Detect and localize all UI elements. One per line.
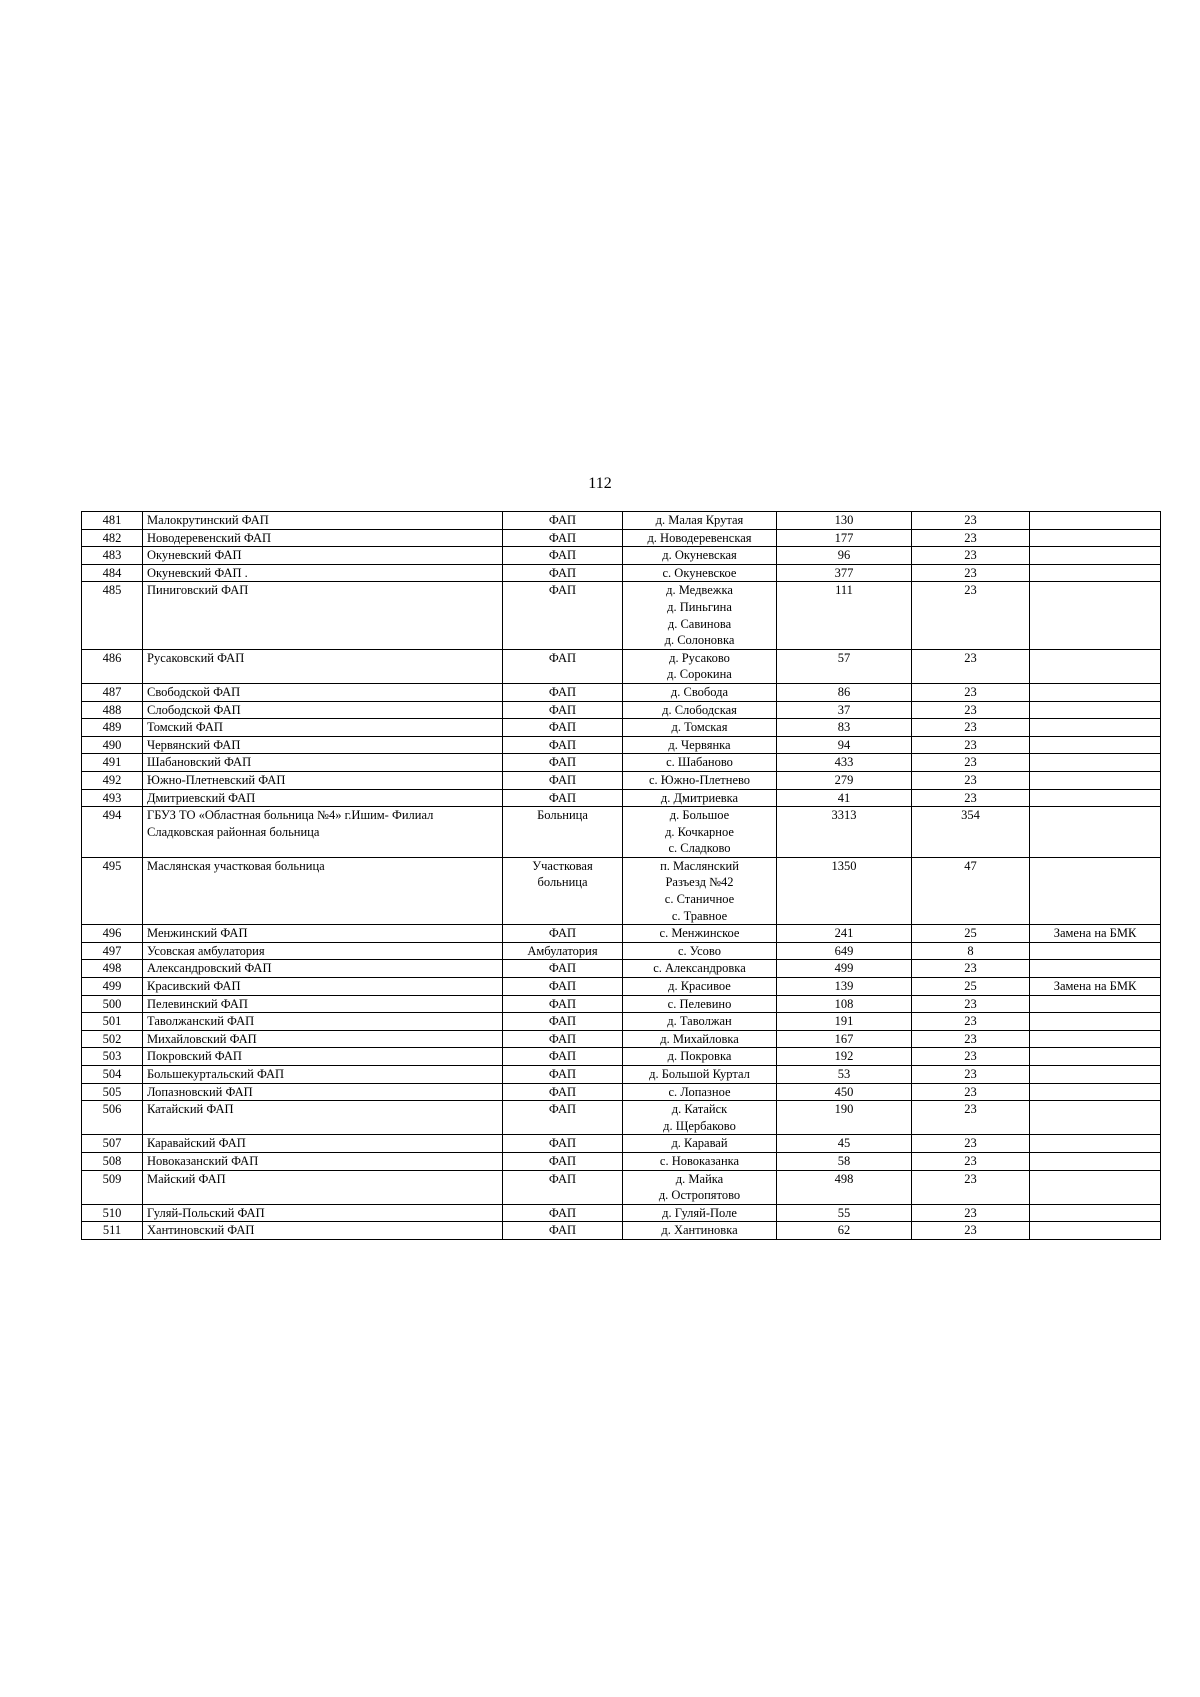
row-number: 501 bbox=[82, 1013, 143, 1031]
note-cell bbox=[1030, 1152, 1161, 1170]
note-cell bbox=[1030, 1170, 1161, 1204]
table-row bbox=[82, 978, 1161, 996]
note-cell bbox=[1030, 649, 1161, 683]
settlement-list: д. Новодеревенская bbox=[623, 529, 777, 547]
note-cell bbox=[1030, 582, 1161, 649]
row-number: 481 bbox=[82, 512, 143, 530]
facility-type: ФАП bbox=[503, 547, 623, 565]
facility-type: ФАП bbox=[503, 771, 623, 789]
settlement-list: с. Лопазное bbox=[623, 1083, 777, 1101]
facility-name: Шабановский ФАП bbox=[143, 754, 503, 772]
population-value: 241 bbox=[777, 925, 912, 943]
table-row bbox=[82, 942, 1161, 960]
population-value: 53 bbox=[777, 1066, 912, 1084]
facility-type: ФАП bbox=[503, 960, 623, 978]
facility-type: ФАП bbox=[503, 1013, 623, 1031]
row-number: 502 bbox=[82, 1030, 143, 1048]
population-value: 41 bbox=[777, 789, 912, 807]
facility-name: Лопазновский ФАП bbox=[143, 1083, 503, 1101]
settlement-list: д. Малая Крутая bbox=[623, 512, 777, 530]
population-value: 83 bbox=[777, 719, 912, 737]
facility-name: ГБУЗ ТО «Областная больница №4» г.Ишим- Филиал Сладковская районная больница bbox=[143, 807, 503, 858]
facility-type: ФАП bbox=[503, 1170, 623, 1204]
facility-name: Красивский ФАП bbox=[143, 978, 503, 996]
facility-type: ФАП bbox=[503, 582, 623, 649]
settlement-list: д. Окуневская bbox=[623, 547, 777, 565]
population-value: 279 bbox=[777, 771, 912, 789]
row-number: 494 bbox=[82, 807, 143, 858]
note-cell bbox=[1030, 960, 1161, 978]
page-number: 112 bbox=[588, 475, 612, 492]
settlement-list: д. Свобода bbox=[623, 683, 777, 701]
row-number: 487 bbox=[82, 683, 143, 701]
settlement-list: д. Майка д. Остропятово bbox=[623, 1170, 777, 1204]
row-number: 486 bbox=[82, 649, 143, 683]
table-body bbox=[82, 512, 1161, 1240]
population-value: 57 bbox=[777, 649, 912, 683]
population-value: 190 bbox=[777, 1101, 912, 1135]
row-number: 500 bbox=[82, 995, 143, 1013]
distance-value: 23 bbox=[912, 1101, 1030, 1135]
distance-value: 354 bbox=[912, 807, 1030, 858]
population-value: 96 bbox=[777, 547, 912, 565]
note-cell bbox=[1030, 512, 1161, 530]
settlement-list: с. Южно-Плетнево bbox=[623, 771, 777, 789]
note-cell bbox=[1030, 1135, 1161, 1153]
facility-name: Червянский ФАП bbox=[143, 736, 503, 754]
settlement-list: с. Окуневское bbox=[623, 564, 777, 582]
note-cell: Замена на БМК bbox=[1030, 978, 1161, 996]
note-cell bbox=[1030, 1030, 1161, 1048]
settlement-list: д. Каравай bbox=[623, 1135, 777, 1153]
facility-name: Майский ФАП bbox=[143, 1170, 503, 1204]
facility-type: ФАП bbox=[503, 649, 623, 683]
note-cell bbox=[1030, 1083, 1161, 1101]
facility-type: ФАП bbox=[503, 736, 623, 754]
distance-value: 23 bbox=[912, 512, 1030, 530]
facility-name: Хантиновский ФАП bbox=[143, 1222, 503, 1240]
distance-value: 23 bbox=[912, 1083, 1030, 1101]
population-value: 433 bbox=[777, 754, 912, 772]
facility-type: ФАП bbox=[503, 1222, 623, 1240]
note-cell bbox=[1030, 942, 1161, 960]
facility-name: Усовская амбулатория bbox=[143, 942, 503, 960]
distance-value: 23 bbox=[912, 754, 1030, 772]
distance-value: 23 bbox=[912, 1152, 1030, 1170]
facility-name: Новоказанский ФАП bbox=[143, 1152, 503, 1170]
table-row bbox=[82, 1135, 1161, 1153]
table-row bbox=[82, 1204, 1161, 1222]
settlement-list: д. Красивое bbox=[623, 978, 777, 996]
table-row bbox=[82, 857, 1161, 924]
row-number: 504 bbox=[82, 1066, 143, 1084]
row-number: 507 bbox=[82, 1135, 143, 1153]
table-row bbox=[82, 683, 1161, 701]
note-cell bbox=[1030, 547, 1161, 565]
table-row bbox=[82, 701, 1161, 719]
facility-type: ФАП bbox=[503, 754, 623, 772]
row-number: 503 bbox=[82, 1048, 143, 1066]
table-row bbox=[82, 1083, 1161, 1101]
facility-type: ФАП bbox=[503, 789, 623, 807]
table-row bbox=[82, 1170, 1161, 1204]
row-number: 483 bbox=[82, 547, 143, 565]
table-row bbox=[82, 564, 1161, 582]
settlement-list: д. Покровка bbox=[623, 1048, 777, 1066]
population-value: 62 bbox=[777, 1222, 912, 1240]
table-row bbox=[82, 529, 1161, 547]
population-value: 1350 bbox=[777, 857, 912, 924]
facility-type: ФАП bbox=[503, 1152, 623, 1170]
distance-value: 23 bbox=[912, 564, 1030, 582]
row-number: 497 bbox=[82, 942, 143, 960]
settlement-list: д. Гуляй-Поле bbox=[623, 1204, 777, 1222]
distance-value: 23 bbox=[912, 649, 1030, 683]
distance-value: 23 bbox=[912, 771, 1030, 789]
distance-value: 23 bbox=[912, 1170, 1030, 1204]
facility-type: ФАП bbox=[503, 978, 623, 996]
settlement-list: д. Дмитриевка bbox=[623, 789, 777, 807]
facility-name: Пиниговский ФАП bbox=[143, 582, 503, 649]
facility-name: Большекуртальский ФАП bbox=[143, 1066, 503, 1084]
settlement-list: д. Большое д. Кочкарное с. Сладково bbox=[623, 807, 777, 858]
population-value: 58 bbox=[777, 1152, 912, 1170]
table-row bbox=[82, 789, 1161, 807]
facility-name: Русаковский ФАП bbox=[143, 649, 503, 683]
distance-value: 23 bbox=[912, 701, 1030, 719]
facility-name: Новодеревенский ФАП bbox=[143, 529, 503, 547]
population-value: 192 bbox=[777, 1048, 912, 1066]
facility-type: ФАП bbox=[503, 925, 623, 943]
note-cell bbox=[1030, 701, 1161, 719]
table-row bbox=[82, 960, 1161, 978]
table-row bbox=[82, 925, 1161, 943]
settlement-list: с. Александровка bbox=[623, 960, 777, 978]
note-cell bbox=[1030, 564, 1161, 582]
facility-name: Каравайский ФАП bbox=[143, 1135, 503, 1153]
population-value: 108 bbox=[777, 995, 912, 1013]
facility-type: ФАП bbox=[503, 512, 623, 530]
table-row bbox=[82, 1101, 1161, 1135]
settlement-list: с. Менжинское bbox=[623, 925, 777, 943]
facility-name: Менжинский ФАП bbox=[143, 925, 503, 943]
table-row bbox=[82, 771, 1161, 789]
population-value: 130 bbox=[777, 512, 912, 530]
row-number: 484 bbox=[82, 564, 143, 582]
row-number: 491 bbox=[82, 754, 143, 772]
facility-name: Свободской ФАП bbox=[143, 683, 503, 701]
note-cell bbox=[1030, 995, 1161, 1013]
row-number: 492 bbox=[82, 771, 143, 789]
facility-name: Слободской ФАП bbox=[143, 701, 503, 719]
distance-value: 23 bbox=[912, 547, 1030, 565]
facility-type: ФАП bbox=[503, 1048, 623, 1066]
facility-type: ФАП bbox=[503, 1204, 623, 1222]
facility-type: ФАП bbox=[503, 1135, 623, 1153]
facility-name: Окуневский ФАП . bbox=[143, 564, 503, 582]
table-row bbox=[82, 582, 1161, 649]
facility-name: Малокрутинский ФАП bbox=[143, 512, 503, 530]
table-row bbox=[82, 1030, 1161, 1048]
distance-value: 23 bbox=[912, 1222, 1030, 1240]
row-number: 488 bbox=[82, 701, 143, 719]
table-row bbox=[82, 754, 1161, 772]
settlement-list: д. Медвежка д. Пиньгина д. Савинова д. Солоновка bbox=[623, 582, 777, 649]
facility-type: ФАП bbox=[503, 564, 623, 582]
facility-type: Участковая больница bbox=[503, 857, 623, 924]
row-number: 496 bbox=[82, 925, 143, 943]
facility-name: Александровский ФАП bbox=[143, 960, 503, 978]
population-value: 649 bbox=[777, 942, 912, 960]
settlement-list: д. Хантиновка bbox=[623, 1222, 777, 1240]
settlement-list: д. Русаково д. Сорокина bbox=[623, 649, 777, 683]
facility-type: ФАП bbox=[503, 1030, 623, 1048]
table-row bbox=[82, 995, 1161, 1013]
table-row bbox=[82, 1013, 1161, 1031]
facility-type: ФАП bbox=[503, 1083, 623, 1101]
population-value: 55 bbox=[777, 1204, 912, 1222]
population-value: 377 bbox=[777, 564, 912, 582]
facilities-table bbox=[81, 511, 1161, 1240]
note-cell bbox=[1030, 683, 1161, 701]
note-cell: Замена на БМК bbox=[1030, 925, 1161, 943]
note-cell bbox=[1030, 1222, 1161, 1240]
population-value: 86 bbox=[777, 683, 912, 701]
table-row bbox=[82, 1048, 1161, 1066]
settlement-list: д. Слободская bbox=[623, 701, 777, 719]
distance-value: 23 bbox=[912, 995, 1030, 1013]
distance-value: 23 bbox=[912, 1048, 1030, 1066]
population-value: 450 bbox=[777, 1083, 912, 1101]
row-number: 510 bbox=[82, 1204, 143, 1222]
facility-type: ФАП bbox=[503, 529, 623, 547]
note-cell bbox=[1030, 789, 1161, 807]
facility-type: ФАП bbox=[503, 719, 623, 737]
distance-value: 23 bbox=[912, 1204, 1030, 1222]
row-number: 485 bbox=[82, 582, 143, 649]
note-cell bbox=[1030, 1013, 1161, 1031]
facility-name: Таволжанский ФАП bbox=[143, 1013, 503, 1031]
population-value: 499 bbox=[777, 960, 912, 978]
facility-type: ФАП bbox=[503, 683, 623, 701]
population-value: 177 bbox=[777, 529, 912, 547]
settlement-list: д. Катайск д. Щербаково bbox=[623, 1101, 777, 1135]
facility-name: Южно-Плетневский ФАП bbox=[143, 771, 503, 789]
table-row bbox=[82, 547, 1161, 565]
distance-value: 23 bbox=[912, 960, 1030, 978]
population-value: 94 bbox=[777, 736, 912, 754]
population-value: 167 bbox=[777, 1030, 912, 1048]
row-number: 511 bbox=[82, 1222, 143, 1240]
row-number: 499 bbox=[82, 978, 143, 996]
note-cell bbox=[1030, 1204, 1161, 1222]
row-number: 482 bbox=[82, 529, 143, 547]
population-value: 191 bbox=[777, 1013, 912, 1031]
facility-type: ФАП bbox=[503, 995, 623, 1013]
note-cell bbox=[1030, 771, 1161, 789]
note-cell bbox=[1030, 754, 1161, 772]
table-row bbox=[82, 736, 1161, 754]
note-cell bbox=[1030, 719, 1161, 737]
settlement-list: с. Усово bbox=[623, 942, 777, 960]
distance-value: 23 bbox=[912, 582, 1030, 649]
table-row bbox=[82, 807, 1161, 858]
distance-value: 23 bbox=[912, 1013, 1030, 1031]
table-row bbox=[82, 1066, 1161, 1084]
settlement-list: д. Червянка bbox=[623, 736, 777, 754]
row-number: 506 bbox=[82, 1101, 143, 1135]
table-row bbox=[82, 512, 1161, 530]
distance-value: 47 bbox=[912, 857, 1030, 924]
row-number: 508 bbox=[82, 1152, 143, 1170]
facility-name: Покровский ФАП bbox=[143, 1048, 503, 1066]
population-value: 37 bbox=[777, 701, 912, 719]
distance-value: 23 bbox=[912, 1030, 1030, 1048]
settlement-list: д. Большой Куртал bbox=[623, 1066, 777, 1084]
facility-type: ФАП bbox=[503, 701, 623, 719]
settlement-list: д. Михайловка bbox=[623, 1030, 777, 1048]
note-cell bbox=[1030, 1101, 1161, 1135]
facility-type: ФАП bbox=[503, 1101, 623, 1135]
facility-name: Маслянская участковая больница bbox=[143, 857, 503, 924]
settlement-list: п. Маслянский Разъезд №42 с. Станичное с. Травное bbox=[623, 857, 777, 924]
note-cell bbox=[1030, 736, 1161, 754]
facility-name: Дмитриевский ФАП bbox=[143, 789, 503, 807]
distance-value: 23 bbox=[912, 736, 1030, 754]
facility-name: Пелевинский ФАП bbox=[143, 995, 503, 1013]
facility-name: Катайский ФАП bbox=[143, 1101, 503, 1135]
distance-value: 25 bbox=[912, 925, 1030, 943]
population-value: 111 bbox=[777, 582, 912, 649]
population-value: 45 bbox=[777, 1135, 912, 1153]
row-number: 495 bbox=[82, 857, 143, 924]
note-cell bbox=[1030, 529, 1161, 547]
row-number: 489 bbox=[82, 719, 143, 737]
facility-type: ФАП bbox=[503, 1066, 623, 1084]
row-number: 509 bbox=[82, 1170, 143, 1204]
distance-value: 25 bbox=[912, 978, 1030, 996]
population-value: 3313 bbox=[777, 807, 912, 858]
settlement-list: с. Пелевино bbox=[623, 995, 777, 1013]
facility-type: Амбулатория bbox=[503, 942, 623, 960]
row-number: 490 bbox=[82, 736, 143, 754]
table-row bbox=[82, 649, 1161, 683]
table-row bbox=[82, 1222, 1161, 1240]
distance-value: 23 bbox=[912, 529, 1030, 547]
population-value: 139 bbox=[777, 978, 912, 996]
distance-value: 23 bbox=[912, 789, 1030, 807]
distance-value: 23 bbox=[912, 719, 1030, 737]
note-cell bbox=[1030, 857, 1161, 924]
settlement-list: с. Шабаново bbox=[623, 754, 777, 772]
table-row bbox=[82, 719, 1161, 737]
settlement-list: д. Таволжан bbox=[623, 1013, 777, 1031]
settlement-list: д. Томская bbox=[623, 719, 777, 737]
facility-name: Томский ФАП bbox=[143, 719, 503, 737]
note-cell bbox=[1030, 807, 1161, 858]
row-number: 498 bbox=[82, 960, 143, 978]
distance-value: 8 bbox=[912, 942, 1030, 960]
row-number: 493 bbox=[82, 789, 143, 807]
population-value: 498 bbox=[777, 1170, 912, 1204]
settlement-list: с. Новоказанка bbox=[623, 1152, 777, 1170]
table-row bbox=[82, 1152, 1161, 1170]
distance-value: 23 bbox=[912, 1066, 1030, 1084]
facility-name: Гуляй-Польский ФАП bbox=[143, 1204, 503, 1222]
note-cell bbox=[1030, 1066, 1161, 1084]
note-cell bbox=[1030, 1048, 1161, 1066]
facility-name: Михайловский ФАП bbox=[143, 1030, 503, 1048]
distance-value: 23 bbox=[912, 1135, 1030, 1153]
distance-value: 23 bbox=[912, 683, 1030, 701]
facility-name: Окуневский ФАП bbox=[143, 547, 503, 565]
facility-type: Больница bbox=[503, 807, 623, 858]
row-number: 505 bbox=[82, 1083, 143, 1101]
